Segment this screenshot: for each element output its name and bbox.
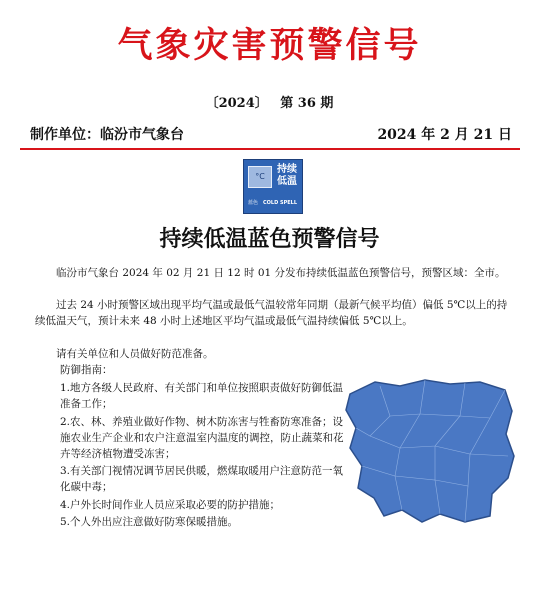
announcement-paragraph: 临汾市气象台 2024 年 02 月 21 日 12 时 01 分发布持续低温蓝色预警信号，预警区域：全市。: [56, 267, 506, 279]
issue-date: 2024 年 2 月 21 日: [377, 127, 512, 143]
signal-label-en: COLD SPELL: [263, 200, 298, 206]
guide-item: 1.地方各级人民政府、有关部门和单位按照职责做好防御低温准备工作；: [60, 382, 344, 410]
header-divider: [20, 148, 520, 150]
masthead-title: 气象灾害预警信号: [117, 25, 422, 66]
signal-level: 蓝色: [248, 200, 259, 206]
signal-label-line1: 持续: [277, 164, 297, 175]
region-shape: [346, 380, 514, 522]
guide-item: 2.农、林、养殖业做好作物、树木防冻害与牲畜防寒准备；设施农业生产企业和农户注意温室内温度的调控，防止蔬菜和花卉等经济植物遭受冻害；: [60, 416, 344, 460]
guide-item: 3.有关部门视情况调节居民供暖，燃煤取暖用户注意防范一氧化碳中毒；: [60, 465, 344, 493]
issue-line: [0, 92, 539, 111]
guide-item: 5.个人外出应注意做好防寒保暖措施。: [60, 516, 239, 528]
signal-label-line2: 低温: [277, 176, 297, 187]
warning-region-map: [340, 376, 520, 526]
guide-heading: 防御指南：: [60, 364, 113, 376]
issue-number: 第 36 期: [280, 96, 334, 111]
issue-year: 〔2024〕: [205, 96, 268, 111]
thermometer-icon: °C: [248, 166, 272, 188]
signal-label: [274, 164, 300, 188]
cold-spell-signal-icon: [243, 159, 303, 214]
advice-paragraph: 请有关单位和人员做好防范准备。: [56, 348, 214, 360]
issuer: 制作单位：临汾市气象台: [30, 127, 184, 143]
condition-paragraph: 过去 24 小时预警区域出现平均气温或最低气温较常年同期（最新气候平均值）偏低 5℃以上的持续低温天气，预计未来 48 小时上述地区平均气温或最低气温持续偏低 5℃以上。: [35, 299, 508, 327]
guide-item: 4.户外长时间作业人员应采取必要的防护措施；: [60, 499, 281, 511]
document-title: 持续低温蓝色预警信号: [159, 227, 380, 252]
